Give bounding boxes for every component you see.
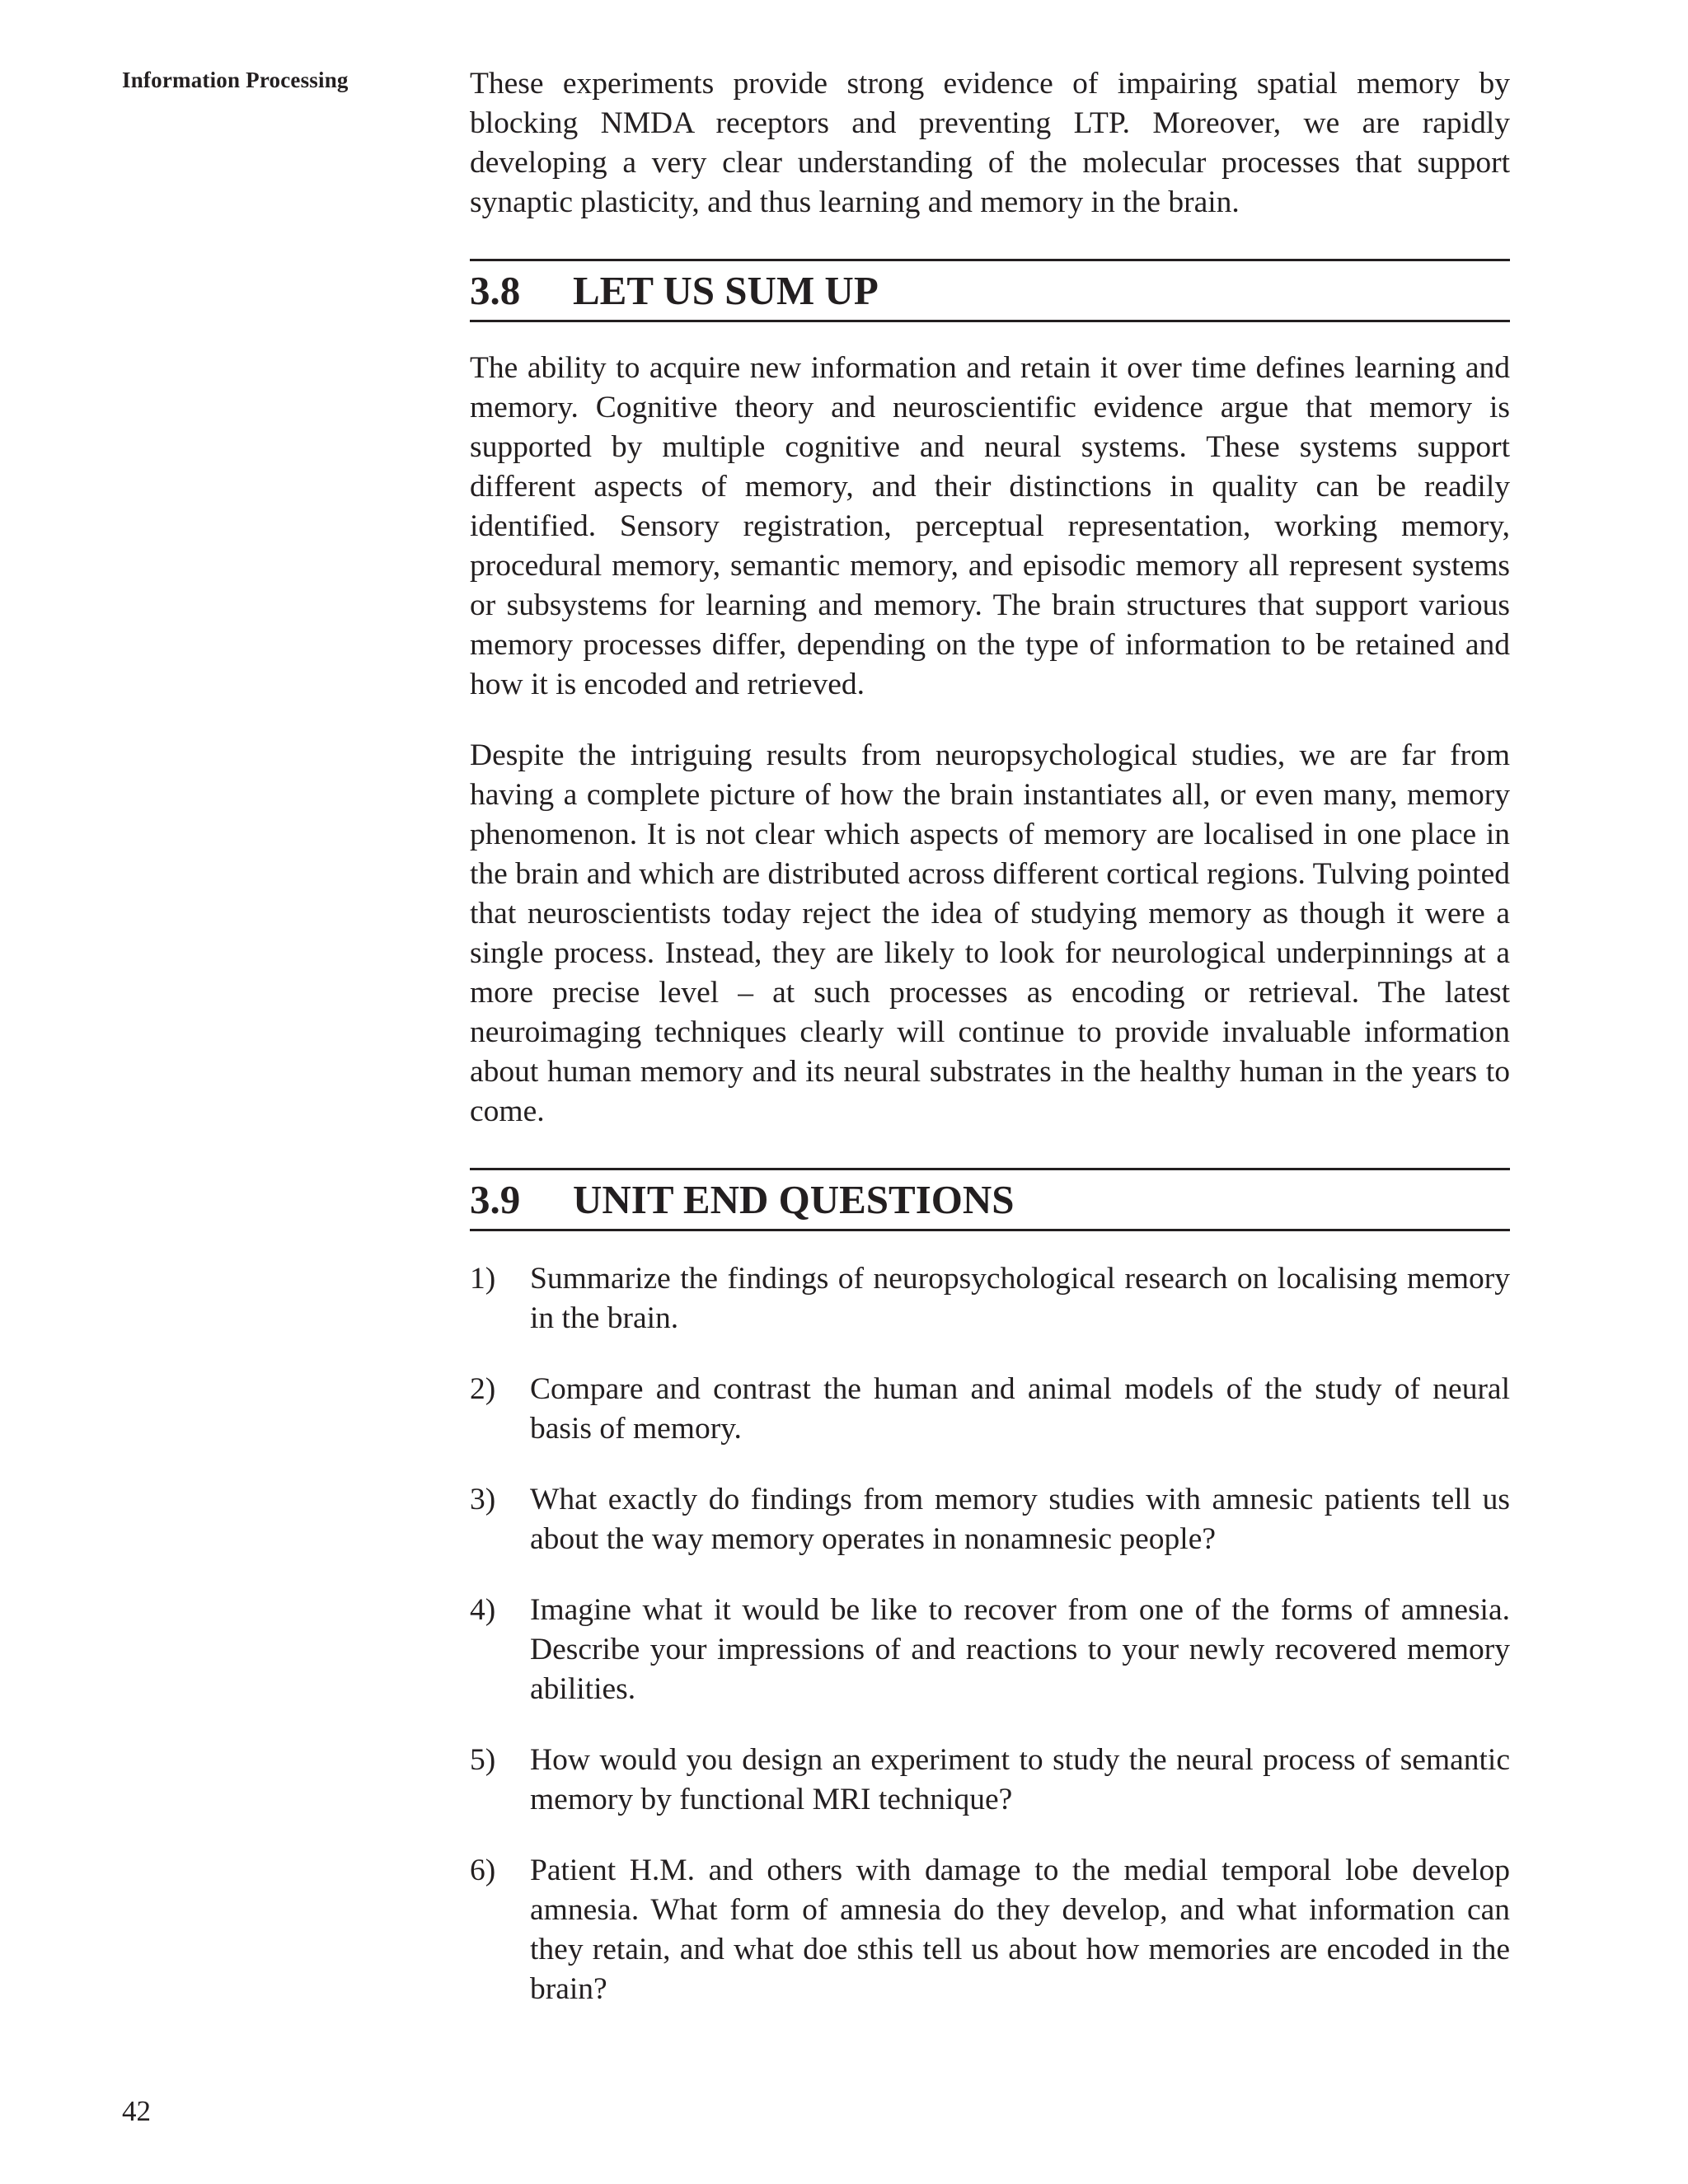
section-heading-3-9 <box>470 1168 1510 1231</box>
question-text: What exactly do findings from memory studies with amnesic patients tell us about the way memory operates in nonamnesic people? <box>530 1483 1510 1556</box>
question-number: 6) <box>470 1854 496 1887</box>
question-item <box>470 1370 1510 1449</box>
question-number: 3) <box>470 1483 496 1516</box>
question-item <box>470 1259 1510 1338</box>
question-item <box>470 1480 1510 1559</box>
question-number: 1) <box>470 1262 496 1296</box>
section-number: 3.8 <box>470 268 521 313</box>
question-text: Patient H.M. and others with damage to the medial temporal lobe develop amnesia. What form of amnesia do they develop, and what information can they retain, and what doe sthis tell us about how memories are encoded in the brain? <box>530 1854 1510 2006</box>
question-text: Imagine what it would be like to recover from one of the forms of amnesia. Describe your impressions of and reactions to your newly recovered memory abilities. <box>530 1593 1510 1706</box>
question-text: Compare and contrast the human and animal models of the study of neural basis of memory. <box>530 1372 1510 1446</box>
section-title: UNIT END QUESTIONS <box>573 1177 1015 1222</box>
question-item <box>470 1741 1510 1820</box>
section-heading-3-8 <box>470 259 1510 322</box>
question-item <box>470 1851 1510 2009</box>
section-title: LET US SUM UP <box>573 268 879 313</box>
page-content <box>470 64 1510 2041</box>
question-text: How would you design an experiment to study the neural process of semantic memory by functional MRI technique? <box>530 1743 1510 1816</box>
summary-paragraph-1: The ability to acquire new information and retain it over time defines learning and memory. Cognitive theory and neuroscientific evidence argue that memory is supported by multiple cognitive and neural systems. These systems support different aspects of memory, and their distinctions in quality can be readily identified. Sensory registration, perceptual representation, working memory, procedural memory, semantic memory, and episodic memory all represent systems or subsystems for learning and memory. The brain structures that support various memory processes differ, depending on the type of information to be retained and how it is encoded and retrieved. <box>470 351 1510 701</box>
page-number: 42 <box>122 2095 151 2127</box>
section-number: 3.9 <box>470 1177 521 1222</box>
running-head: Information Processing <box>122 68 349 92</box>
question-text: Summarize the findings of neuropsychological research on localising memory in the brain. <box>530 1262 1510 1335</box>
question-number: 5) <box>470 1743 496 1777</box>
question-item <box>470 1591 1510 1709</box>
question-number: 2) <box>470 1372 496 1406</box>
question-number: 4) <box>470 1593 496 1627</box>
question-list <box>470 1259 1510 2009</box>
summary-paragraph-2: Despite the intriguing results from neuropsychological studies, we are far from having a complete picture of how the brain instantiates all, or even many, memory phenomenon. It is not clear which aspects of memory are localised in one place in the brain and which are distributed across different cortical regions. Tulving pointed that neuroscientists today reject the idea of studying memory as though it were a single process. Instead, they are likely to look for neurological underpinnings at a more precise level – at such processes as encoding or retrieval. The latest neuroimaging techniques clearly will continue to provide invaluable information about human memory and its neural substrates in the healthy human in the years to come. <box>470 738 1510 1128</box>
intro-paragraph: These experiments provide strong evidence of impairing spatial memory by blocking NMDA receptors and preventing LTP. Moreover, we are rapidly developing a very clear understanding of the molecular processes that support synaptic plasticity, and thus learning and memory in the brain. <box>470 67 1510 219</box>
